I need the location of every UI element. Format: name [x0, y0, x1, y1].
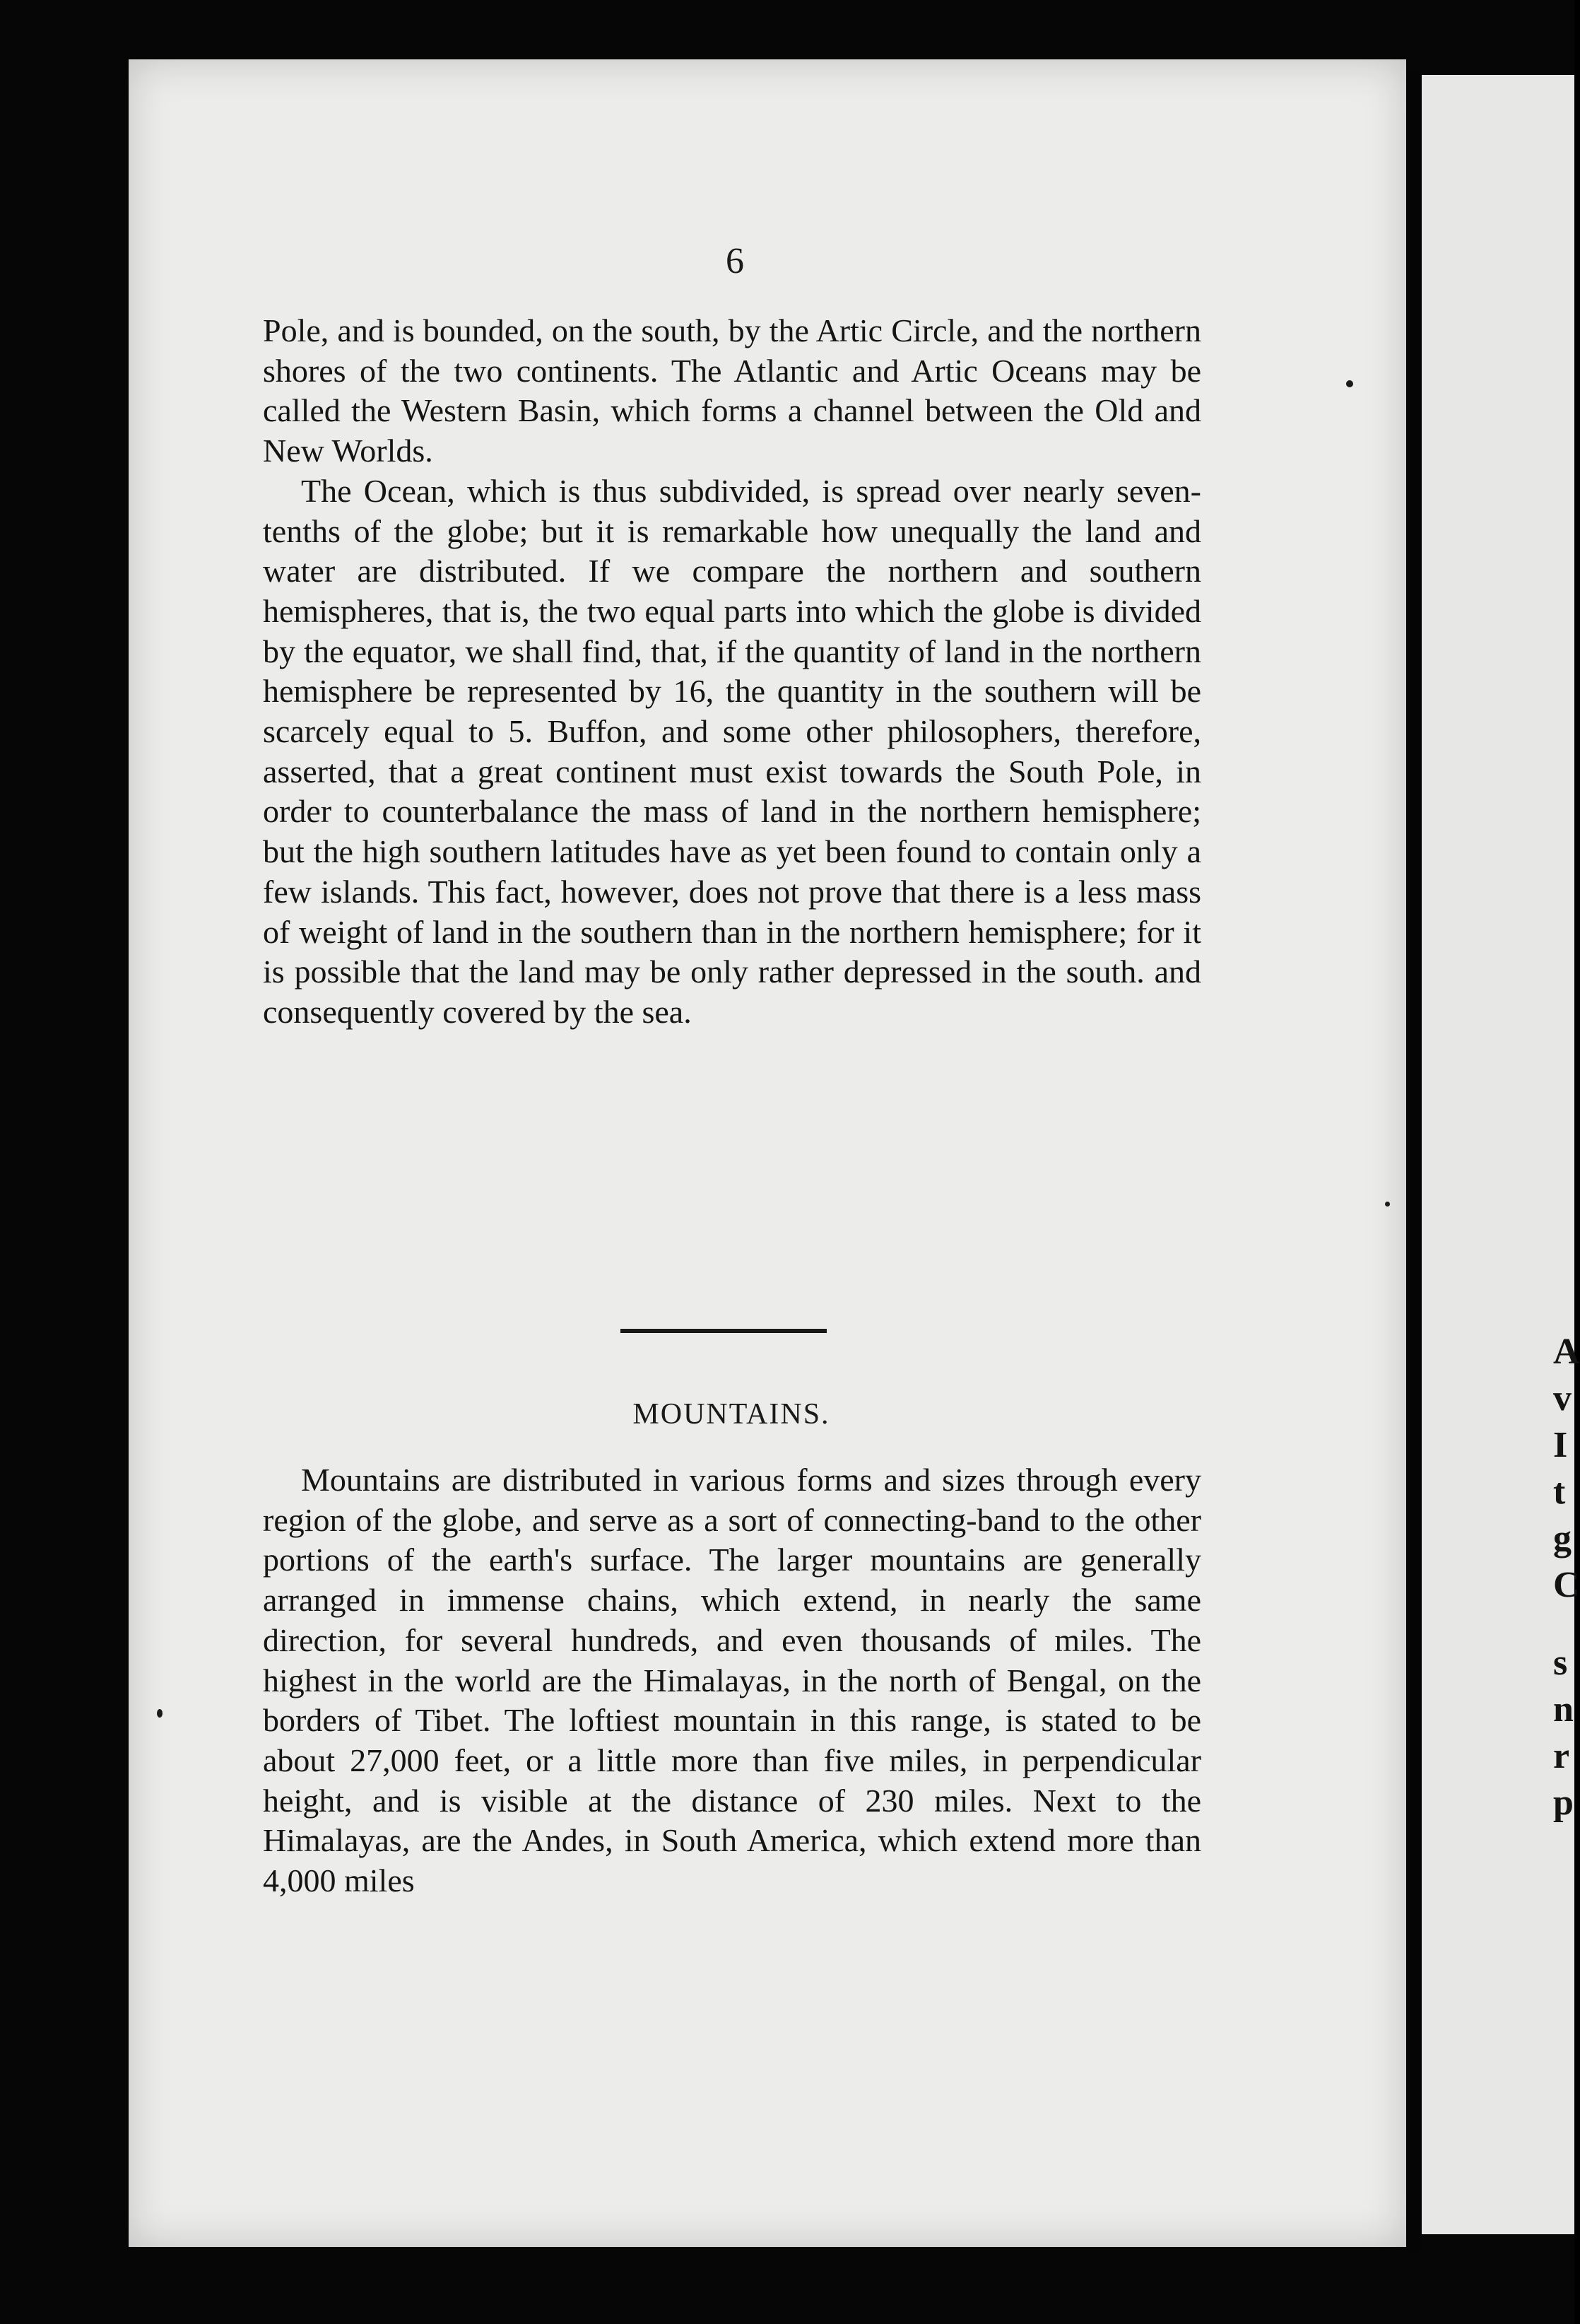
print-speck: [1385, 1202, 1390, 1207]
body-text-bottom: [263, 1460, 1201, 1901]
fragment-char: I: [1553, 1425, 1568, 1465]
print-speck: [1346, 380, 1353, 387]
fragment-char: n: [1553, 1689, 1574, 1730]
paragraph: The Ocean, which is thus subdivided, is spread over nearly seven-tenths of the globe; but it is remarkable how unequally the land and water are distributed. If we compare the northern and southern hemispheres, that is, the two equal parts into which the globe is divided by the equator, we shall find, that, if the quantity of land in the northern hemisphere be represented by 16, the quantity in the southern will be scarcely equal to 5. Buffon, and some other philosophers, therefore, asserted, that a great continent must exist towards the South Pole, in order to counterbalance the mass of land in the northern hemisphere; but the high southern latitudes have as yet been found to contain only a few islands. This fact, however, does not prove that there is a less mass of weight of land in the southern than in the northern hemisphere; for it is possible that the land may be only rather depressed in the south. and consequently covered by the sea.: [263, 472, 1201, 1030]
print-speck: [157, 1709, 163, 1718]
adjacent-page-fragment: [1553, 1329, 1580, 1826]
section-heading: MOUNTAINS.: [632, 1398, 830, 1431]
fragment-char: v: [1553, 1378, 1572, 1419]
fragment-char: C: [1553, 1565, 1580, 1605]
section-divider: [620, 1329, 827, 1333]
fragment-char: A: [1553, 1332, 1580, 1372]
adjacent-page-edge: [1422, 75, 1580, 2234]
page-number: 6: [726, 241, 744, 281]
fragment-char: s: [1553, 1643, 1568, 1683]
paragraph: Pole, and is bounded, on the south, by the Artic Circle, and the northern shores of the two continents. The Atlantic and Artic Oceans may be called the Western Basin, which forms a channel between the Old and New Worlds.: [263, 312, 1201, 469]
fragment-char: g: [1553, 1518, 1572, 1559]
fragment-char: p: [1553, 1783, 1574, 1823]
fragment-char: t: [1553, 1472, 1566, 1512]
page-gutter: [1406, 71, 1422, 2253]
fragment-char: r: [1553, 1736, 1570, 1776]
body-text-top: [263, 311, 1201, 1033]
paragraph: Mountains are distributed in various forms and sizes through every region of the globe, and serve as a sort of connecting-band to the other portions of the earth's surface. The larger mountains are generally arranged in immense chains, which extend, in nearly the same direction, for several hundreds, and even thousands of miles. The highest in the world are the Himalayas, in the north of Bengal, on the borders of Tibet. The loftiest mountain in this range, is stated to be about 27,000 feet, or a little more than five miles, in perpendicular height, and is visible at the distance of 230 miles. Next to the Himalayas, are the Andes, in South America, which extend more than 4,000 miles: [263, 1462, 1201, 1899]
